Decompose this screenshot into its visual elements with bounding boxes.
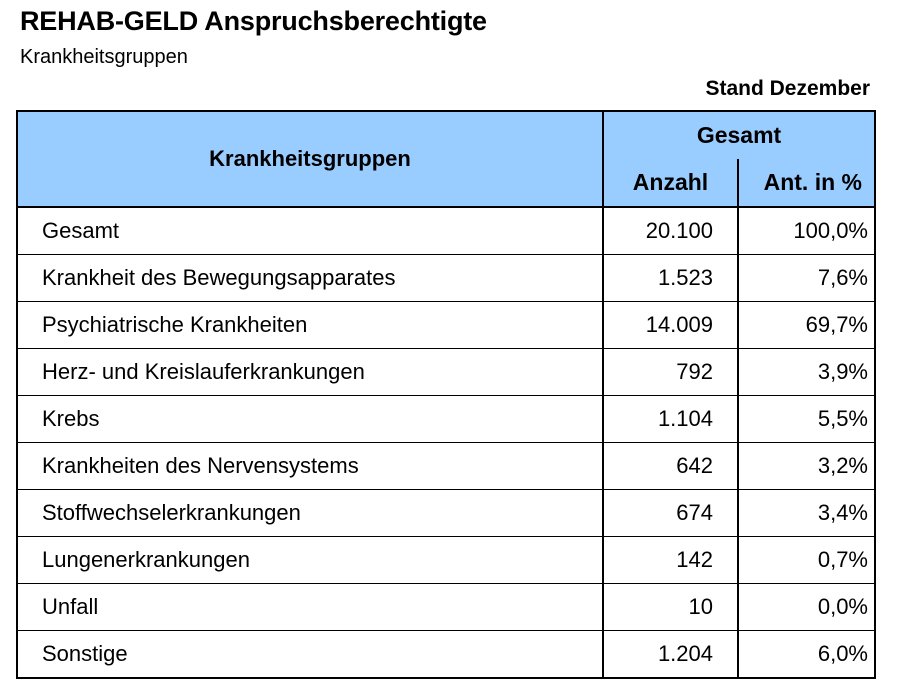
- row-anteil: 3,4%: [738, 490, 875, 537]
- row-krankheitsgruppe: Herz- und Kreislauferkrankungen: [17, 349, 603, 396]
- row-krankheitsgruppe: Unfall: [17, 584, 603, 631]
- row-anteil: 7,6%: [738, 255, 875, 302]
- row-anteil: 3,9%: [738, 349, 875, 396]
- row-krankheitsgruppe: Gesamt: [17, 207, 603, 255]
- row-anzahl: 14.009: [603, 302, 738, 349]
- header-anzahl: Anzahl: [603, 159, 738, 207]
- row-anzahl: 1.204: [603, 631, 738, 679]
- row-anzahl: 674: [603, 490, 738, 537]
- row-krankheitsgruppe: Sonstige: [17, 631, 603, 679]
- row-krankheitsgruppe: Psychiatrische Krankheiten: [17, 302, 603, 349]
- table-row: [17, 631, 875, 679]
- table-body: [17, 207, 875, 678]
- row-krankheitsgruppe: Krankheiten des Nervensystems: [17, 443, 603, 490]
- table-header: [17, 111, 875, 207]
- table-row: [17, 302, 875, 349]
- row-anzahl: 20.100: [603, 207, 738, 255]
- row-anteil: 6,0%: [738, 631, 875, 679]
- row-anteil: 5,5%: [738, 396, 875, 443]
- stand-label: Stand Dezember: [705, 77, 870, 100]
- row-anzahl: 142: [603, 537, 738, 584]
- row-anteil: 3,2%: [738, 443, 875, 490]
- row-anzahl: 642: [603, 443, 738, 490]
- row-anteil: 0,0%: [738, 584, 875, 631]
- table-row: [17, 443, 875, 490]
- row-anzahl: 1.523: [603, 255, 738, 302]
- data-table: [16, 110, 876, 679]
- page-subtitle: Krankheitsgruppen: [20, 46, 188, 68]
- row-anteil: 0,7%: [738, 537, 875, 584]
- table-row: [17, 349, 875, 396]
- row-anteil: 69,7%: [738, 302, 875, 349]
- row-anzahl: 792: [603, 349, 738, 396]
- header-gesamt: Gesamt: [603, 111, 875, 159]
- row-krankheitsgruppe: Krankheit des Bewegungsapparates: [17, 255, 603, 302]
- table-row: [17, 396, 875, 443]
- table-row: [17, 490, 875, 537]
- row-krankheitsgruppe: Stoffwechselerkrankungen: [17, 490, 603, 537]
- page-title: REHAB-GELD Anspruchsberechtigte: [20, 6, 487, 36]
- row-krankheitsgruppe: Krebs: [17, 396, 603, 443]
- header-krankheitsgruppen: Krankheitsgruppen: [17, 111, 603, 207]
- header-anteil: Ant. in %: [738, 159, 875, 207]
- row-krankheitsgruppe: Lungenerkrankungen: [17, 537, 603, 584]
- table-row: [17, 537, 875, 584]
- header-row-top: [17, 111, 875, 159]
- table-row: [17, 255, 875, 302]
- row-anzahl: 1.104: [603, 396, 738, 443]
- row-anzahl: 10: [603, 584, 738, 631]
- table-row: [17, 207, 875, 255]
- row-anteil: 100,0%: [738, 207, 875, 255]
- table-row: [17, 584, 875, 631]
